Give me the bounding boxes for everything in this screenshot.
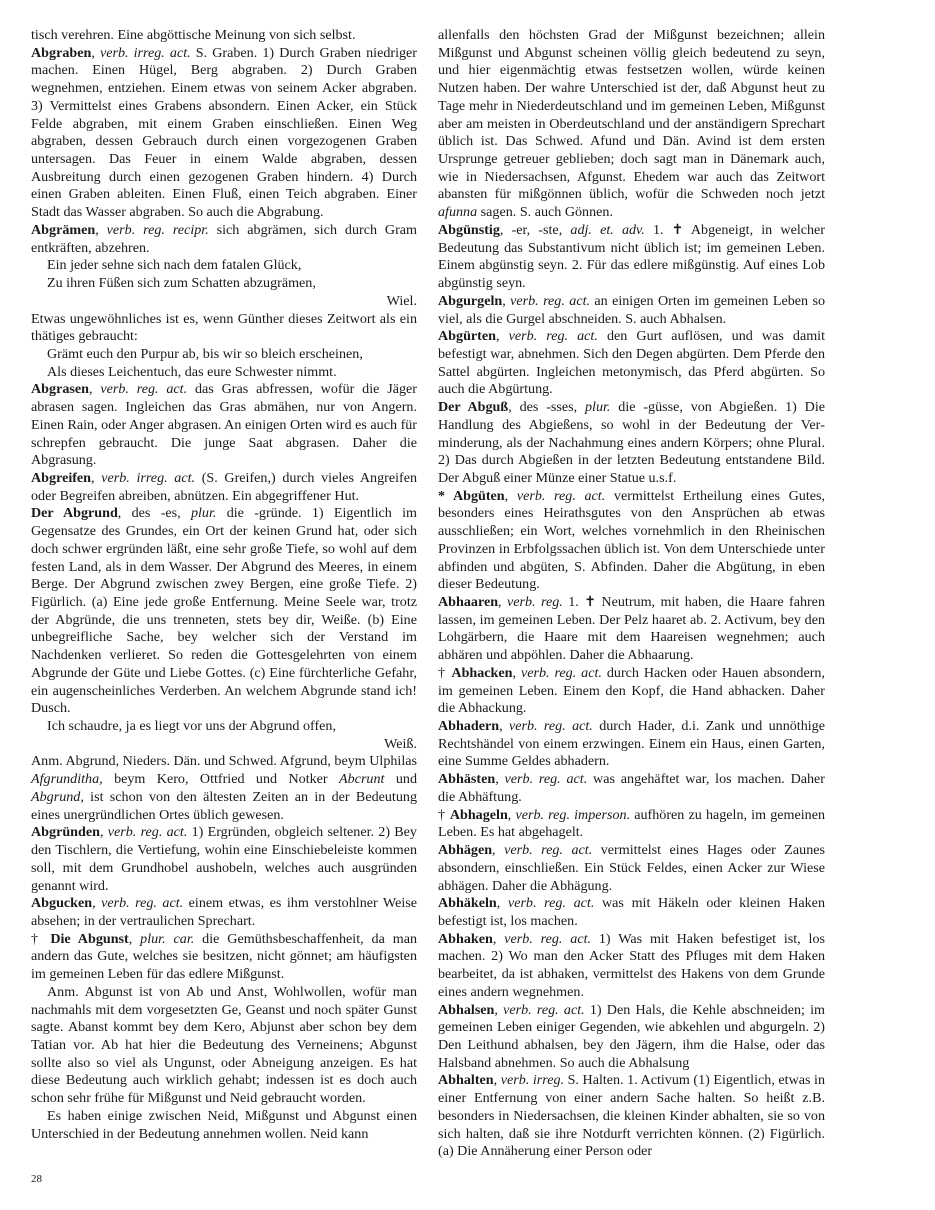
grammar-label: plur. car. (140, 930, 195, 947)
headword: Abgründen (31, 824, 100, 841)
right-column (438, 27, 825, 1161)
grammar-label: verb. reg. act. (504, 930, 592, 947)
quote-line: Ein jeder sehne sich nach dem fatalen Glück, (47, 257, 302, 274)
definition: die Gemüthsbeschaffenheit, da man andern das Gute, welches sie besitzen, nicht gönnet; am häufigsten im gemeinen Leben für das edlere Mißgunst. (31, 930, 418, 983)
entry-abhageln: † Abhageln, verb. reg. imperson. aufhören zu hageln, im gemeinen Leben. Es hat abgehagelt. (438, 806, 825, 841)
entry-abhalsen: Abhalsen, verb. reg. act. 1) Den Hals, die Kehle abschneiden; im gemeinen Leben einiger Gegenden, wie abkehlen und abgurgeln. 2) Den Leithund abhalsen, bey den Jägern, ihm die Halse, oder das Halsband abnehmen. So auch die Abhalsung (438, 1001, 825, 1071)
grammar-label: verb. reg. act. (510, 292, 591, 309)
grammar-label: verb. reg. act. (504, 842, 593, 859)
entry-abgraemen: Abgrämen, verb. reg. recipr. sich abgrämen, sich durch Gram entkräften, abzehren. (31, 221, 418, 256)
grammar-label: verb. reg. act. (101, 895, 184, 912)
grammar-label: plur. (190, 505, 217, 522)
grammar-label: verb. irreg. (500, 1072, 565, 1089)
continued-paragraph: allenfalls den höchsten Grad der Mißgunst bezeichnen; allein Mißgunst und Abgunst scheinen völlig gleich bedeutend zu seyn, und hier eigenmächtig etwas festsetzen wollen, würde keinen Nutzen haben. Der wahre Unterschied ist der, daß Abgunst heut zu Tage mehr in Niederdeutschland und im gemeinen Leben, Mißgunst aber am meisten in Oberdeutschland und der anständigern Sprechart üblich ist. Das Schwed. Afund und Dän. Avind ist dem ersten Ursprunge getreuer geblieben; doch sagt man in Dänemark auch, wie in Niedersachsen, Afgunst. Ehedem war auch das Zeitwort abansten für mißgönnen üblich, wofür die Schweden noch jetzt afunna sagen. S. auch Gönnen. (438, 27, 825, 221)
headword: Abgreifen (31, 469, 92, 486)
headword: Abgüten (452, 487, 505, 504)
entry-abguss: Der Abguß, des -sses, plur. die -güsse, von Abgießen. 1) Die Handlung des Abgießens, so wohl in der Bedeutung der Verminderung, als der Nachahmung eines andern Körpers; ohne Plural. 2) Das durch Abgießen in der letzten Bedeutung entstandene Bild. Der Abguß einer Münze einer Statue u.s.f. (438, 399, 825, 486)
entry-abhaaren: Abhaaren, verb. reg. 1. ✝ Neutrum, mit haben, die Haare fahren lassen, im gemeinen Leben. Der Pelz haaret ab. 2. Activum, bey den Lohgärbern, die Haare mit dem Haareisen wegnehmen; auch abhären und abpöhlen. Daher die Abhaarung. (438, 594, 825, 664)
grammar-label: plur. (584, 399, 611, 416)
definition: vermittelst Ertheilung eines Gutes, besonders eines Heirathsgutes von den Ansprüchen ab etwas ausschließen; ein Wort, welches vornehmlich in den Rheinischen Provinzen in Erbfolgssachen üblich ist. Von dem Unterschiede unter abfinden und abgüten, S. Abfinden. Daher die Abgütung, in eben dieser Bedeutung. (438, 487, 826, 593)
headword: Abgucken (31, 895, 93, 912)
quote-line: Ich schaudre, ja es liegt vor uns der Abgrund offen, (47, 718, 336, 735)
entry-abgucken: Abgucken, verb. reg. act. einem etwas, es ihm verstohlner Weise absehen; in der vertraulichen Sprechart. (31, 895, 417, 929)
definition: was mit Häkeln oder kleinen Haken befestigt ist, los machen. (438, 895, 825, 929)
quote-line: Grämt euch den Purpur ab, bis wir so bleich erscheinen, (47, 345, 363, 362)
grammar-label: adj. et. adv. (570, 221, 645, 238)
definition: durch Hacken oder Hauen absondern, im gemeinen Leben. Einem den Kopf, die Hand abhacken. Daher die Abhackung. (438, 664, 825, 717)
etymology-note: Anm. Abgunst ist von Ab und Anst, Wohlwollen, wofür man nachmahls mit dem vorgesetzten Ge, Geanst und noch später Gunst sagte. Abanst kommt bey dem Kero, Abjunst aber schon bey dem Tatian vor. Ab hat hier die Bedeutung des Verneinens; Abgunst sollte also so viel als Ungunst, oder Abneigung anzeigen. Es hat diese Bedeutung auch wirklich gehabt; indessen ist es doch auch schon sehr frühe für Mißgunst und Neid gebraucht worden. (31, 983, 417, 1107)
grammar-label: verb. irreg. act. (99, 44, 191, 61)
definition: aufhören zu hageln, im gemeinen Leben. Es hat abgehagelt. (438, 806, 825, 841)
headword: Abgrämen (31, 221, 96, 238)
definition: durch Hader, d.i. Zank und unnöthige Rechtshändel von einem erzwingen. Einem ein Haus, einen Garten, eine Summe Geldes abhadern. (438, 718, 825, 770)
headword: Abhacken (451, 664, 513, 681)
entry-abgrasen: Abgrasen, verb. reg. act. das Gras abfressen, wofür die Jäger abrasen sagen. Ingleichen das Gras abmähen, nur von Angern. Einen Rain, oder Anger abgrasen. An einigen Orten wird es auch für schrepfen gebraucht. Die junge Saat abgrasen. Daher die Abgrasung. (31, 381, 417, 469)
grammar-label: verb. reg. (507, 594, 563, 610)
grammar-label: verb. reg. act. (100, 381, 188, 398)
entry-abgurgeln: Abgurgeln, verb. reg. act. an einigen Orten im gemeinen Leben so viel, als die Gurgel abschneiden. S. auch Abhalsen. (438, 292, 826, 327)
dagger-mark: † (438, 806, 450, 823)
entry-abhadern: Abhadern, verb. reg. act. durch Hader, d.i. Zank und unnöthige Rechtshändel von einem erzwingen. Einem ein Haus, einen Garten, eine Summe Geldes abhadern. (438, 718, 825, 770)
definition: S. Graben. 1) Durch Graben niedriger machen. Einen Hügel, Berg abgraben. 2) Durch Graben wegnehmen, entziehen. Einem etwas von seinem Acker abgraben. 3) Vermittelst eines Grabens absondern. Einen Acker, ein Stück Felde abgraben, mit einem Graben einschließen. Einen Weg abgraben, dessen Gebrauch durch einen vorgezogenen Graben untersagen. Das Feuer in einem Walde abgraben, dessen Ausbreitung durch einen gezogenen Graben hindern. 4) Durch einen Graben ableiten. Einen Fluß, einen Teich abgraben. Einer Stadt das Wasser abgraben. So auch die Abgrabung. (31, 44, 418, 221)
definition: vermittelst eines Hages oder Zaunes absondern, einschließen. Ein Stück Feldes, einen Acker zur Wiese abhägen. Daher die Abhägung. (438, 842, 825, 894)
quote-line: Als dieses Leichentuch, das eure Schwester nimmt. (47, 363, 337, 380)
entry-abhalten: Abhalten, verb. irreg. S. Halten. 1. Activum (1) Eigentlich, etwas in einer Entfernung von einer andern Sache halten. So heißt z.B. besonders in Niedersachsen, die kleinen Kinder abhalten, sie so von sich halten, daß sie ihre Notdurft verrichten können. (2) Figürlich. (a) Die Annäherung einer Person oder (438, 1072, 826, 1160)
entry-abhaegen: Abhägen, verb. reg. act. vermittelst eines Hages oder Zaunes absondern, einschließen. Ein Stück Feldes, einen Acker zur Wiese abhägen. Daher die Abhägung. (438, 842, 825, 894)
grammar-label: verb. reg. act. (508, 328, 598, 345)
page-number: 28 (31, 1173, 42, 1185)
definition: die -güsse, von Abgießen. 1) Die Handlung des Abgießens, so wohl in der Bedeutung der Verminderung, als der Nachahmung eines andern Körpers; ohne Plural. 2) Das durch Abgießen in der letzten Bedeutung entstandene Bild. Der Abguß einer Münze einer Statue u.s.f. (438, 399, 825, 486)
grammar-label: verb. reg. act. (508, 718, 593, 735)
definition: was angehäftet war, los machen. Daher die Abhäftung. (438, 771, 826, 805)
headword: Abgraben (31, 44, 92, 61)
grammar-label: verb. reg. recipr. (106, 221, 209, 238)
headword: Abhalsen (438, 1001, 495, 1018)
asterisk-mark: * (438, 487, 453, 504)
headword: Abhaaren (438, 594, 499, 610)
etymology-note: Anm. Abgrund, Nieders. Dän. und Schwed. Afgrund, beym Ulphilas Afgrunditha, beym Kero, Ottfried und Notker Abcrunt und Abgrund, ist schon von den ältesten Zeiten an in der Bedeutung eines unergründlichen Ortes üblich gewesen. (31, 753, 417, 823)
headword: Abgürten (438, 328, 496, 345)
headword: Abhästen (438, 771, 496, 788)
continued-paragraph: tisch verehren. Eine abgöttische Meinung von sich selbst. (31, 27, 356, 43)
entry-abgruenden: Abgründen, verb. reg. act. 1) Ergründen, obgleich seltener. 2) Bey den Tischlern, die Vertiefung, wohin eine Einschiebeleiste kommen soll, mit dem Grundhobel aushobeln, welches auch ausgründen genannt wird. (31, 824, 417, 894)
entry-abgunst: † Die Abgunst, plur. car. die Gemüthsbeschaffenheit, da man andern das Gute, welches sie besitzen, nicht gönnet; am häufigsten im gemeinen Leben für das edlere Mißgunst. (31, 930, 418, 983)
entry-abgueten: * Abgüten, verb. reg. act. vermittelst Ertheilung eines Gutes, besonders eines Heirathsgutes von den Ansprüchen ab etwas ausschließen; ein Wort, welches vornehmlich in den Rheinischen Provinzen in Erbfolgssachen üblich ist. Von dem Unterschiede unter abfinden und abgüten, S. Abfinden. Daher die Abgütung, in eben dieser Bedeutung. (438, 487, 826, 593)
grammar-label: verb. reg. act. (107, 824, 188, 841)
grammar-label: verb. reg. imperson. (515, 806, 631, 823)
quote-attribution: Weiß. (384, 735, 417, 752)
dagger-mark: † (31, 930, 51, 947)
definition: S. Halten. 1. Activum (1) Eigentlich, etwas in einer Entfernung von einer andern Sache halten. So heißt z.B. besonders in Niedersachsen, die kleinen Kinder abhalten, sie so von sich halten, daß sie ihre Notdurft verrichten können. (2) Figürlich. (a) Die Annäherung einer Person oder (438, 1072, 826, 1160)
entry-abguenstig: Abgünstig, -er, -ste, adj. et. adv. 1. ✝ Abgeneigt, in welcher Bedeutung das Substantivum nicht üblich ist; im gemeinen Leben. Einem abgünstig seyn. 2. Für das edlere mißgünstig. Auf eines Lob abgünstig seyn. (438, 221, 825, 292)
entry-abguerten: Abgürten, verb. reg. act. den Gurt auflösen, und was damit befestigt war, abnehmen. Sich den Degen abgürten. Dem Pferde den Sattel abgürten. Ingleichen metonymisch, das Pferd abgürten. So auch die Abgürtung. (438, 328, 826, 398)
definition: 1. ✝ Abgeneigt, in welcher Bedeutung das Substantivum nicht üblich ist; im gemeinen Leben. Einem abgünstig seyn. 2. Für das edlere mißgünstig. Auf eines Lob abgünstig seyn. (438, 221, 825, 292)
headword: Abhäkeln (438, 895, 497, 912)
entry-abgraben: Abgraben, verb. irreg. act. S. Graben. 1) Durch Graben niedriger machen. Einen Hügel, Berg abgraben. 2) Durch Graben wegnehmen, entziehen. Einem etwas von seinem Acker abgraben. 3) Vermittelst eines Grabens absondern. Einen Acker, ein Stück Felde abgraben, mit einem Graben einschließen. Einen Weg abgraben, dessen Gebrauch durch einen vorgezogenen Graben untersagen. Das Feuer in einem Walde abgraben, dessen Ausbreitung durch einen gezogenen Graben hindern. 4) Durch einen Graben ableiten. Einen Fluß, einen Teich abgraben. Einer Stadt das Wasser abgraben. So auch die Abgrabung. (31, 44, 418, 221)
headword: Abhadern (438, 718, 500, 735)
entry-note: Etwas ungewöhnliches ist es, wenn Günther dieses Zeitwort als ein thätiges gebraucht: (31, 310, 417, 345)
headword: Abhageln (449, 806, 508, 823)
definition: 1. ✝ Neutrum, mit haben, die Haare fahren lassen, im gemeinen Leben. Der Pelz haaret ab. 2. Activum, bey den Lohgärbern, die Haare mit dem Haareisen wegnehmen; auch abhären und abpöhlen. Daher die Abhaarung. (438, 594, 825, 664)
headword: Der Abgrund (31, 505, 118, 522)
entry-abhaken: Abhaken, verb. reg. act. 1) Was mit Haken befestiget ist, los machen. 2) Wo man den Acker Statt des Pfluges mit dem Haken bearbeitet, da ist abhaken, vermittelst des Hakens von dem Grunde eines andern wegnehmen. (438, 930, 825, 1000)
definition: den Gurt auflösen, und was damit befestigt war, abnehmen. Sich den Degen abgürten. Dem Pferde den Sattel abgürten. Ingleichen metonymisch, das Pferd abgürten. So auch die Abgürtung. (438, 328, 826, 398)
quote-line: Zu ihren Füßen sich zum Schatten abzugrämen, (47, 275, 316, 292)
definition: 1) Ergründen, obgleich seltener. 2) Bey den Tischlern, die Vertiefung, wohin eine Einschiebeleiste kommen soll, mit dem Grundhobel aushobeln, welches auch ausgründen genannt wird. (31, 824, 417, 894)
entry-abhaekeln: Abhäkeln, verb. reg. act. was mit Häkeln oder kleinen Haken befestigt ist, los machen. (438, 895, 825, 929)
grammar-label: verb. reg. act. (520, 664, 602, 681)
dagger-mark: † (438, 664, 452, 681)
left-column (31, 27, 417, 1143)
headword: Abgurgeln (438, 292, 503, 309)
entry-abhacken: † Abhacken, verb. reg. act. durch Hacken oder Hauen absondern, im gemeinen Leben. Einem den Kopf, die Hand abhacken. Daher die Abhackung. (438, 664, 825, 717)
grammar-label: verb. irreg. act. (101, 469, 196, 486)
quote-attribution: Wiel. (386, 292, 417, 309)
headword: Abhägen (438, 842, 493, 859)
definition: (S. Greifen,) durch vieles Angreifen oder Begreifen abreiben, abnützen. Ein abgegriffener Hut. (31, 469, 417, 504)
grammar-label: verb. reg. act. (503, 1001, 585, 1018)
definition: an einigen Orten im gemeinen Leben so viel, als die Gurgel abschneiden. S. auch Abhalsen. (438, 292, 826, 327)
headword: Abgrasen (31, 381, 89, 398)
headword: Abhalten (438, 1072, 494, 1089)
headword: Die Abgunst (50, 930, 129, 947)
definition: die -gründe. 1) Eigentlich im Gegensatze des Grundes, ein Ort der keinen Grund hat, oder sich doch schwer ergründen läßt, eine sehr große Tiefe, so wohl auf dem festen Land, als in dem Wasser. Der Abgrund des Meeres, in einem Berge. Der Abgrund zwischen zwey Bergen, eine große Tiefe. 2) Figürlich. (a) Eine jede große Entfernung. Meine Seele war, trotz der Abgründe, die uns trenneten, stets bey dir, Weiße. (b) Eine unbegreifliche Sache, bey welcher sich der Verstand im Nachdenken verlieret. So reden die Gottesgelehrten von einem Abgrunde der Güte und Liebe Gottes. (c) Eine fürchterliche Gefahr, ein augenscheinliches Verderben. An welchem Abgrunde stand ich! Dusch. (31, 505, 418, 717)
grammar-label: verb. reg. act. (504, 771, 588, 788)
definition: einem etwas, es ihm verstohlner Weise absehen; in der vertraulichen Sprechart. (31, 895, 417, 929)
headword: Abgünstig (438, 221, 500, 238)
entry-abgreifen: Abgreifen, verb. irreg. act. (S. Greifen,) durch vieles Angreifen oder Begreifen abreiben, abnützen. Ein abgegriffener Hut. (31, 469, 417, 504)
usage-note: Es haben einige zwischen Neid, Mißgunst und Abgunst einen Unterschied in der Bedeutung annehmen wollen. Neid kann (31, 1107, 417, 1142)
entry-abgrund: Der Abgrund, des -es, plur. die -gründe. 1) Eigentlich im Gegensatze des Grundes, ein Ort der keinen Grund hat, oder sich doch schwer ergründen läßt, eine sehr große Tiefe, so wohl auf dem festen Land, als in dem Wasser. Der Abgrund des Meeres, in einem Berge. Der Abgrund zwischen zwey Bergen, eine große Tiefe. 2) Figürlich. (a) Eine jede große Entfernung. Meine Seele war, trotz der Abgründe, die uns trenneten, stets bey dir, Weiße. (b) Eine unbegreifliche Sache, bey welcher sich der Verstand im Nachdenken verlieret. So reden die Gottesgelehrten von einem Abgrunde der Güte und Liebe Gottes. (c) Eine fürchterliche Gefahr, ein augenscheinliches Verderben. An welchem Abgrunde stand ich! Dusch. (31, 505, 418, 717)
definition: 1) Was mit Haken befestiget ist, los machen. 2) Wo man den Acker Statt des Pfluges mit dem Haken bearbeitet, da ist abhaken, vermittelst des Hakens von dem Grunde eines andern wegnehmen. (438, 930, 825, 1000)
definition: sich abgrämen, sich durch Gram entkräften, abzehren. (31, 221, 418, 256)
headword: Abhaken (438, 930, 493, 947)
entry-abhaesten: Abhästen, verb. reg. act. was angehäftet war, los machen. Daher die Abhäftung. (438, 771, 826, 805)
grammar-label: verb. reg. act. (507, 895, 595, 912)
headword: Der Abguß (438, 399, 509, 416)
definition: 1) Den Hals, die Kehle abschneiden; im gemeinen Leben einiger Gegenden, wie abkehlen und abgurgeln. 2) Den Leithund abhalsen, bey den Jägern, ihm die Halse, oder das Halsband abnehmen. So auch die Abhalsung (438, 1001, 825, 1071)
definition: das Gras abfressen, wofür die Jäger abrasen sagen. Ingleichen das Gras abmähen, nur von Angern. Einen Rain, oder Anger abgrasen. An einigen Orten wird es auch für schrepfen gebraucht. Die junge Saat abgrasen. Daher die Abgrasung. (31, 381, 417, 469)
grammar-label: verb. reg. act. (516, 487, 606, 504)
